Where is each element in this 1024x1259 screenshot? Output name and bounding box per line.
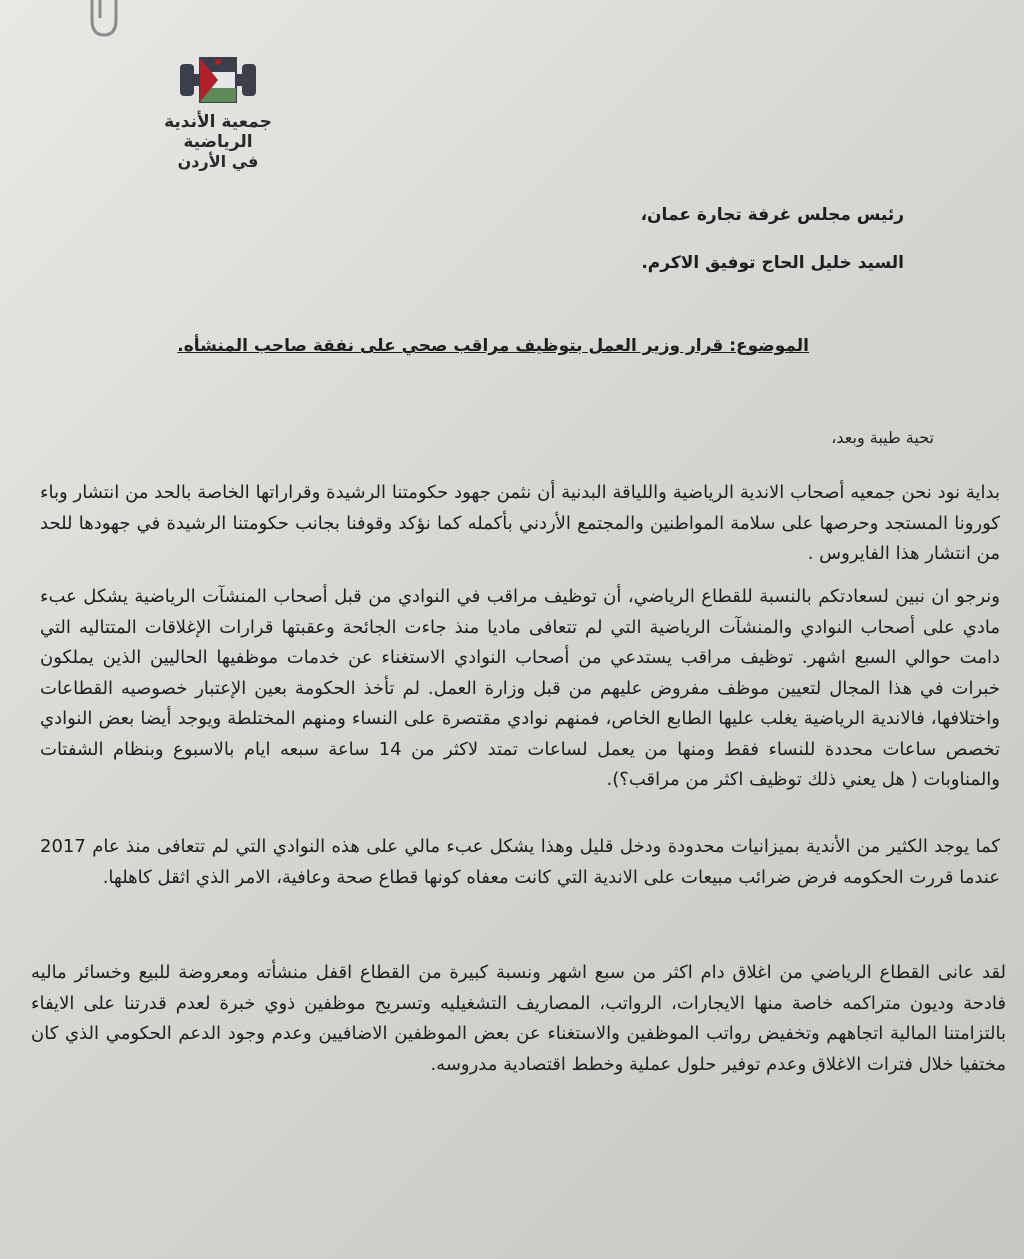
paragraph-4: لقد عانى القطاع الرياضي من اغلاق دام اكثر من سبع اشهر ونسبة كبيرة من القطاع اقفل منشأته ومعروضة للبيع وخسائر ماليه فادحة وديون متراكمه خاصة منها الايجارات، الرواتب، المصاريف التشغيليه وتسريح موظفين ذوي خبرة لعدم قدرتنا على الايفاء بالتزامتنا المالية اتجاههم وتخفيض رواتب الموظفين والاستغناء عن بعض الموظفين الاضافيين وعدم وجود الدعم الحكومي الذي كان مختفيا خلال فترات الاغلاق وعدم توفير حلول عملية وخطط اقتصادية مدروسه. (31, 962, 1006, 1075)
letterhead-logo (148, 52, 288, 171)
org-name-line1: جمعية الأندية الرياضية (164, 112, 272, 152)
recipient-line2: السيد خليل الحاج توفيق الاكرم. (641, 253, 904, 273)
subject-line: الموضوع: قرار وزير العمل بتوظيف مراقب صحي على نفقة صاحب المنشأه. (177, 336, 809, 356)
org-name-line2: في الأردن (177, 152, 259, 171)
recipient-line1: رئيس مجلس غرفة تجارة عمان، (640, 205, 904, 225)
greeting: تحية طيبة وبعد، (831, 428, 934, 447)
paragraph-2: ونرجو ان نبين لسعادتكم بالنسبة للقطاع الرياضي، أن توظيف مراقب في النوادي من قبل أصحاب المنشآت الرياضية يشكل عبء مادي على أصحاب النوادي والمنشآت الرياضية التي لم تتعافى ماديا منذ جاءت الجائحة وعقبتها قرارات الإغلاقات المتتاليه التي دامت حوالي السبع اشهر. توظيف مراقب يستدعي من أصحاب النوادي الاستغناء عن خدمات موظفيها الحاليين الذين يملكون خبرات في هذا المجال لتعيين موظف مفروض عليهم من قبل وزارة العمل. لم تأخذ الحكومة بعين الإعتبار خصوصيه القطاعات واختلافها، فالاندية الرياضية يغلب عليها الطابع الخاص، فمنهم نوادي مقتصرة على النساء ومنهم المختلطة ويوجد أيضا بعض النوادي تخصص ساعات محددة للنساء فقط ومنها من يعمل لساعات تمتد لاكثر من 14 ساعة سبعه ايام بالاسبوع وبنظام الشفتات والمناوبات ( هل يعني ذلك توظيف اكثر من مراقب؟). (40, 586, 1000, 790)
dumbbell-flag-icon (178, 52, 258, 108)
paragraph-3: كما يوجد الكثير من الأندية بميزانيات محدودة ودخل قليل وهذا يشكل عبء مالي على هذه النوادي التي لم تتعافى منذ عام 2017 عندما قررت الحكومه فرض ضرائب مبيعات على الاندية التي كانت معفاه كونها قطاع صحة وعافية، الامر الذي اثقل كاهلها. (40, 836, 1000, 888)
paper-clip-icon (82, 0, 128, 42)
paragraph-1: بداية نود نحن جمعيه أصحاب الاندية الرياضية واللياقة البدنية أن نثمن جهود حكومتنا الرشيدة وقراراتها الخاصة بالحد من انتشار وباء كورونا المستجد وحرصها على سلامة المواطنين والمجتمع الأردني بأكمله كما نؤكد وقوفنا بجانب حكومتنا الرشيدة في جهودها للحد من انتشار هذا الفايروس . (40, 482, 1000, 564)
